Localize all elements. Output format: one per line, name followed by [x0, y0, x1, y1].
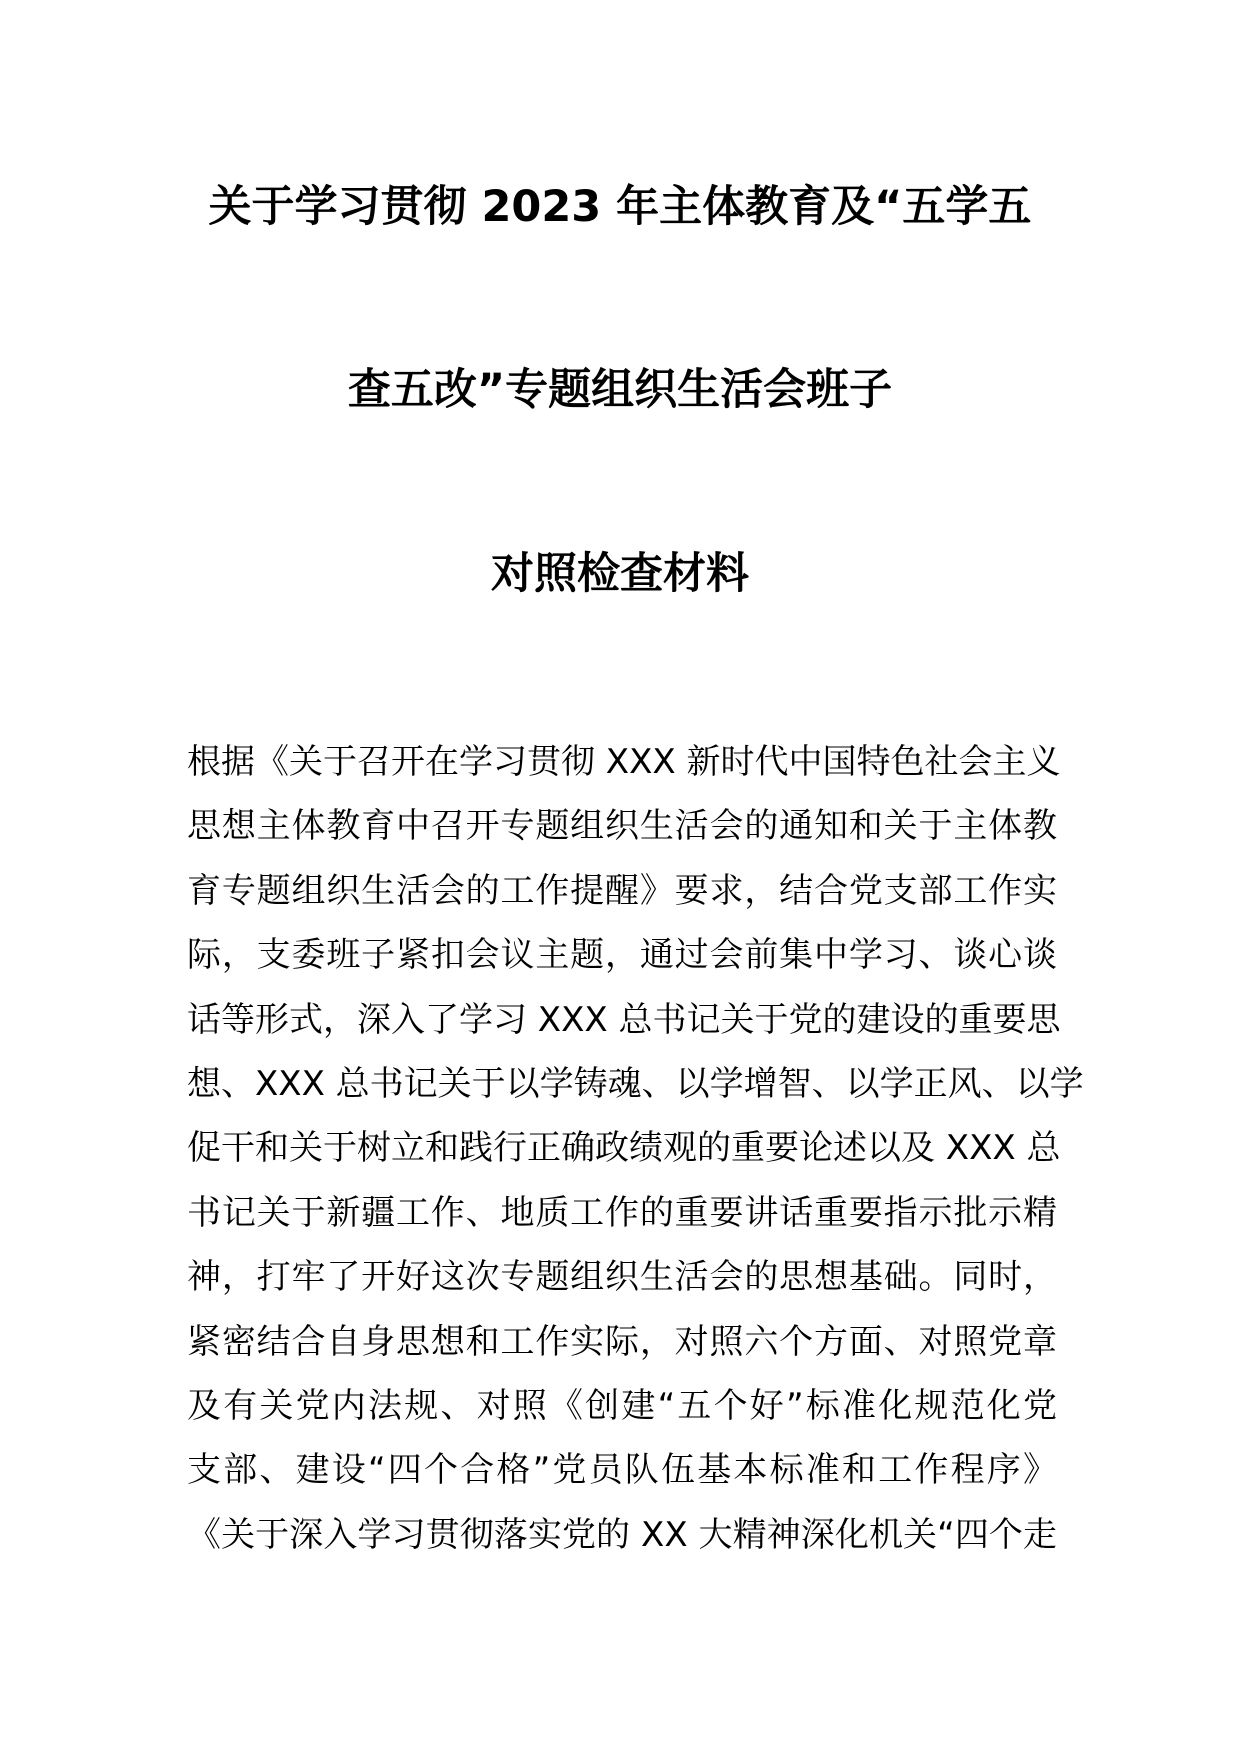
body-line-10: 紧密结合自身思想和工作实际，对照六个方面、对照党章 — [187, 1321, 1057, 1362]
body-line-11: 及有关党内法规、对照《创建“五个好”标准化规范化党 — [187, 1385, 1057, 1426]
body-line-4: 际，支委班子紧扣会议主题，通过会前集中学习、谈心谈 — [187, 935, 1057, 976]
body-line-6: 想、XXX 总书记关于以学铸魂、以学增智、以学正风、以学 — [187, 1063, 1084, 1104]
document-title-line-1: 关于学习贯彻 2023 年主体教育及“五学五 — [208, 182, 1032, 232]
body-line-2: 思想主体教育中召开专题组织生活会的通知和关于主体教 — [187, 806, 1057, 847]
body-line-8: 书记关于新疆工作、地质工作的重要讲话重要指示批示精 — [187, 1192, 1057, 1233]
body-line-5: 话等形式，深入了学习 XXX 总书记关于党的建设的重要思 — [187, 999, 1061, 1040]
body-line-9: 神，打牢了开好这次专题组织生活会的思想基础。同时， — [187, 1257, 1057, 1298]
body-line-12: 支部、建设“四个合格”党员队伍基本标准和工作程序》 — [187, 1450, 1057, 1491]
body-line-3: 育专题组织生活会的工作提醒》要求，结合党支部工作实 — [187, 870, 1057, 911]
document-title-line-2: 查五改”专题组织生活会班子 — [347, 365, 893, 415]
document-title-line-3: 对照检查材料 — [491, 549, 749, 599]
body-line-7: 促干和关于树立和践行正确政绩观的重要论述以及 XXX 总 — [187, 1128, 1061, 1169]
body-line-13: 《关于深入学习贯彻落实党的 XX 大精神深化机关“四个走 — [187, 1514, 1057, 1555]
body-line-1: 根据《关于召开在学习贯彻 XXX 新时代中国特色社会主义 — [187, 742, 1061, 782]
document-body — [187, 730, 1084, 1567]
